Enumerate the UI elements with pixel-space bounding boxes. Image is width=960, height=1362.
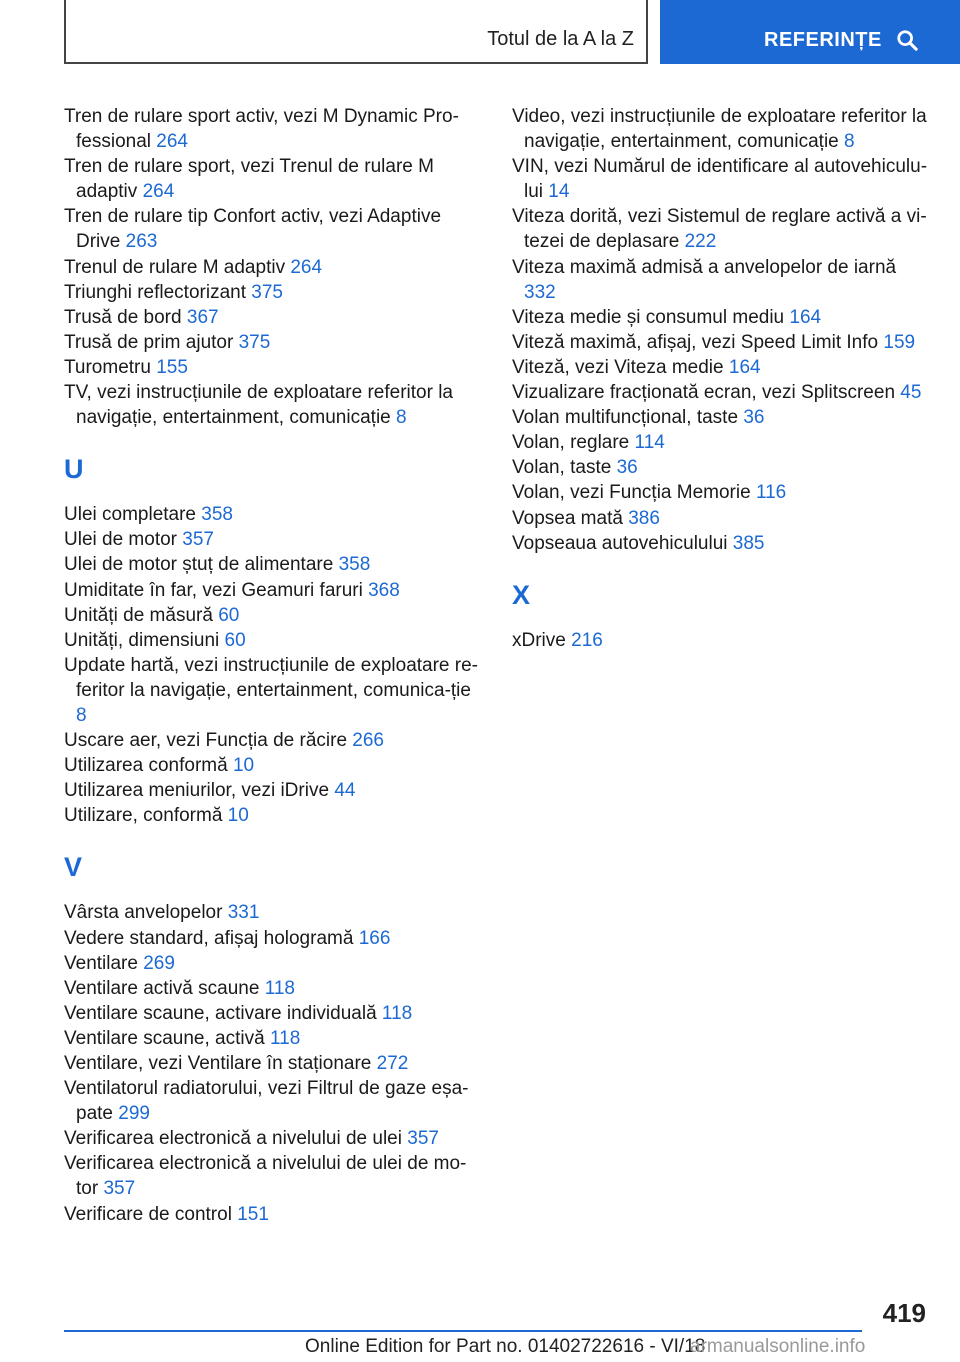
index-entry-text: Viteză maximă, afișaj, vezi Speed Limit Info <box>512 331 879 353</box>
index-entry <box>512 455 932 480</box>
page-link[interactable]: 357 <box>182 529 214 551</box>
index-entry-text: Ventilare scaune, activare individuală <box>64 1002 377 1024</box>
index-entry-text: Trusă de prim ajutor <box>64 331 234 353</box>
index-entry-text: Ulei completare <box>64 504 196 526</box>
index-entry-text: Viteza maximă admisă a anvelopelor de iarnă <box>512 256 897 278</box>
index-entry <box>64 1051 484 1076</box>
page-link[interactable]: 44 <box>334 780 356 802</box>
index-entry <box>64 305 484 330</box>
references-tab-label: REFERINȚE <box>764 29 882 51</box>
index-entry-text: Vedere standard, afișaj hologramă <box>64 927 354 949</box>
index-entry <box>512 628 932 653</box>
index-entry-text: Ventilare <box>64 952 138 974</box>
index-entry-text: Verificare de control <box>64 1203 232 1225</box>
page-link[interactable]: 358 <box>338 554 371 576</box>
page-link[interactable]: 368 <box>368 579 400 601</box>
index-entry-text: Volan multifuncțional, taste <box>512 407 739 429</box>
index-entry <box>512 330 932 355</box>
index-entry <box>64 1126 484 1151</box>
index-entry-text: Vopsea mată <box>512 507 623 529</box>
index-entry-text: Vopseaua autovehiculului <box>512 532 728 554</box>
page-link[interactable]: 36 <box>616 457 638 479</box>
page-link[interactable]: 166 <box>358 927 391 949</box>
page-link[interactable]: 155 <box>156 356 188 378</box>
page-link[interactable]: 331 <box>227 902 260 924</box>
page-link[interactable]: 164 <box>728 356 761 378</box>
page-link[interactable]: 159 <box>883 331 916 353</box>
index-entry-text: Unități de măsură <box>64 604 213 626</box>
index-entry <box>512 355 932 380</box>
index-letter-heading: X <box>512 579 531 610</box>
index-entry <box>64 628 484 653</box>
index-column-left <box>64 104 484 1227</box>
page-link[interactable]: 272 <box>376 1053 409 1074</box>
index-entry <box>64 1076 484 1126</box>
page-link[interactable]: 264 <box>156 131 188 153</box>
page-link[interactable]: 164 <box>789 306 822 328</box>
index-entry <box>512 380 932 405</box>
index-entry <box>512 204 932 254</box>
index-entry-text: Viteză, vezi Viteza medie <box>512 356 724 378</box>
index-entry <box>64 255 484 280</box>
index-entry-text: TV, vezi instrucțiunile de exploatare referitor la navigație, entertainment, comunicație <box>64 382 453 429</box>
page-link[interactable]: 36 <box>743 407 765 429</box>
page-link[interactable]: 358 <box>201 504 233 526</box>
page-link[interactable]: 385 <box>732 532 765 554</box>
index-entry-text: Ventilare activă scaune <box>64 977 260 999</box>
page-link[interactable]: 263 <box>125 231 158 253</box>
index-entry-text: Ulei de motor <box>64 529 177 551</box>
index-entry <box>64 976 484 1001</box>
page-link[interactable]: 222 <box>684 231 717 253</box>
page-link[interactable]: 10 <box>227 805 249 827</box>
index-entry <box>64 728 484 753</box>
page-link[interactable]: 60 <box>224 629 246 651</box>
index-entry <box>64 1202 484 1227</box>
index-entry <box>512 480 932 505</box>
index-entry-text: Video, vezi instrucțiunile de exploatare referitor la navigație, entertainment, comunicație <box>512 106 927 153</box>
index-entry-text: Vârsta anvelopelor <box>64 902 223 924</box>
index-entry <box>512 405 932 430</box>
index-column-right <box>512 104 932 653</box>
index-entry <box>64 380 484 430</box>
index-entry <box>64 803 484 828</box>
index-entry <box>512 104 932 154</box>
index-entry-text: Turometru <box>64 356 151 378</box>
page-link[interactable]: 264 <box>290 256 323 278</box>
header-box <box>64 0 648 64</box>
page-link[interactable]: 60 <box>218 604 240 626</box>
page-link[interactable]: 332 <box>524 281 556 303</box>
index-entry-text: Ventilatorul radiatorului, vezi Filtrul de gaze eșa‐pate <box>64 1078 469 1125</box>
index-entry-text: Tren de rulare sport, vezi Trenul de rulare M adaptiv <box>64 156 434 203</box>
index-entry <box>512 255 932 305</box>
index-entry-text: Vizualizare fracționată ecran, vezi Splitscreen <box>512 382 896 404</box>
index-entry <box>64 753 484 778</box>
index-entry <box>64 578 484 603</box>
page-link[interactable]: 266 <box>352 730 384 752</box>
page-link[interactable]: 45 <box>900 382 922 404</box>
index-entry-text: Ventilare scaune, activă <box>64 1027 265 1049</box>
page-link[interactable]: 118 <box>381 1002 413 1024</box>
page-link[interactable]: 386 <box>628 507 660 529</box>
index-entry-text: Verificarea electronică a nivelului de ulei de mo‐tor <box>64 1153 467 1200</box>
index-entry <box>64 330 484 355</box>
index-entry <box>64 502 484 527</box>
index-entry-text: xDrive <box>512 629 566 651</box>
page-link[interactable]: 375 <box>251 281 283 303</box>
index-entry-text: Trenul de rulare M adaptiv <box>64 256 286 278</box>
index-entry <box>64 1151 484 1201</box>
index-entry <box>64 154 484 204</box>
index-entry <box>64 527 484 552</box>
page-link[interactable]: 216 <box>571 629 603 651</box>
index-entry-text: Viteza medie și consumul mediu <box>512 306 785 328</box>
section-title: Totul de la A la Z <box>487 28 634 50</box>
index-entry <box>64 1026 484 1051</box>
index-entry <box>512 531 932 556</box>
index-entry <box>64 1001 484 1026</box>
index-entry <box>512 305 932 330</box>
index-letter-heading: U <box>64 454 84 485</box>
index-entry-text: Utilizarea conformă <box>64 755 228 777</box>
index-entry <box>64 926 484 951</box>
page-number: 419 <box>882 1298 926 1328</box>
index-entry-text: Tren de rulare tip Confort activ, vezi Adaptive Drive <box>64 206 442 253</box>
index-entry-text: Update hartă, vezi instrucțiunile de exploatare re‐feritor la navigație, entertainment, comunica‐ție <box>64 654 479 701</box>
page-link[interactable]: 357 <box>103 1178 136 1200</box>
page-link[interactable]: 8 <box>396 407 407 429</box>
index-entry <box>64 900 484 925</box>
page-link[interactable]: 357 <box>407 1128 439 1150</box>
page-link[interactable]: 375 <box>238 331 271 353</box>
index-entry <box>64 951 484 976</box>
index-entry-text: Volan, reglare <box>512 432 630 454</box>
index-entry-text: Ventilare, vezi Ventilare în staționare <box>64 1053 372 1074</box>
references-tab[interactable] <box>660 0 960 64</box>
edition-text: Online Edition for Part no. 01402722616 - VI/18 <box>305 1336 706 1357</box>
index-entry-text: Volan, taste <box>512 457 612 479</box>
index-entry-text: Unități, dimensiuni <box>64 629 220 651</box>
index-entry <box>64 778 484 803</box>
index-entry-text: Triunghi reflectorizant <box>64 281 246 303</box>
index-entry-text: Trusă de bord <box>64 306 182 328</box>
index-entry <box>64 104 484 154</box>
page-link[interactable]: 114 <box>634 432 665 454</box>
index-entry <box>64 653 484 728</box>
index-entry <box>512 506 932 531</box>
page-link[interactable]: 264 <box>142 181 175 203</box>
watermark: armanualsonline.info <box>690 1336 866 1357</box>
page-link[interactable]: 116 <box>755 482 787 504</box>
index-entry <box>64 355 484 380</box>
index-entry-text: Uscare aer, vezi Funcția de răcire <box>64 730 348 752</box>
index-entry <box>64 280 484 305</box>
index-entry-text: VIN, vezi Numărul de identificare al autovehiculu‐lui <box>512 156 928 203</box>
index-entry-text: Utilizarea meniurilor, vezi iDrive <box>64 780 330 802</box>
page-link[interactable]: 269 <box>143 952 175 974</box>
footer-divider <box>64 1330 862 1332</box>
page-link[interactable]: 8 <box>844 131 855 153</box>
search-icon[interactable] <box>896 29 918 51</box>
index-entry-text: Ulei de motor ștuț de alimentare <box>64 554 334 576</box>
index-entry-text: Volan, vezi Funcția Memorie <box>512 482 751 504</box>
page-link[interactable]: 151 <box>237 1203 269 1225</box>
index-entry <box>512 430 932 455</box>
index-letter-heading: V <box>64 852 83 883</box>
index-entry <box>64 603 484 628</box>
index-entry-text: Utilizare, conformă <box>64 805 223 827</box>
page-link[interactable]: 367 <box>186 306 219 328</box>
index-entry <box>64 204 484 254</box>
index-entry-text: Tren de rulare sport activ, vezi M Dynamic Pro‐fessional <box>64 106 459 153</box>
index-entry-text: Viteza dorită, vezi Sistemul de reglare activă a vi‐tezei de deplasare <box>512 206 927 253</box>
page-link[interactable]: 118 <box>269 1027 301 1049</box>
index-entry <box>64 552 484 577</box>
page-link[interactable]: 118 <box>264 977 295 999</box>
index-entry-text: Verificarea electronică a nivelului de ulei <box>64 1128 402 1150</box>
page-link[interactable]: 299 <box>118 1103 150 1125</box>
page-link[interactable]: 8 <box>76 704 87 726</box>
page-link[interactable]: 10 <box>232 755 255 777</box>
index-entry-text: Umiditate în far, vezi Geamuri faruri <box>64 579 363 601</box>
page-link[interactable]: 14 <box>548 181 570 203</box>
index-entry <box>512 154 932 204</box>
